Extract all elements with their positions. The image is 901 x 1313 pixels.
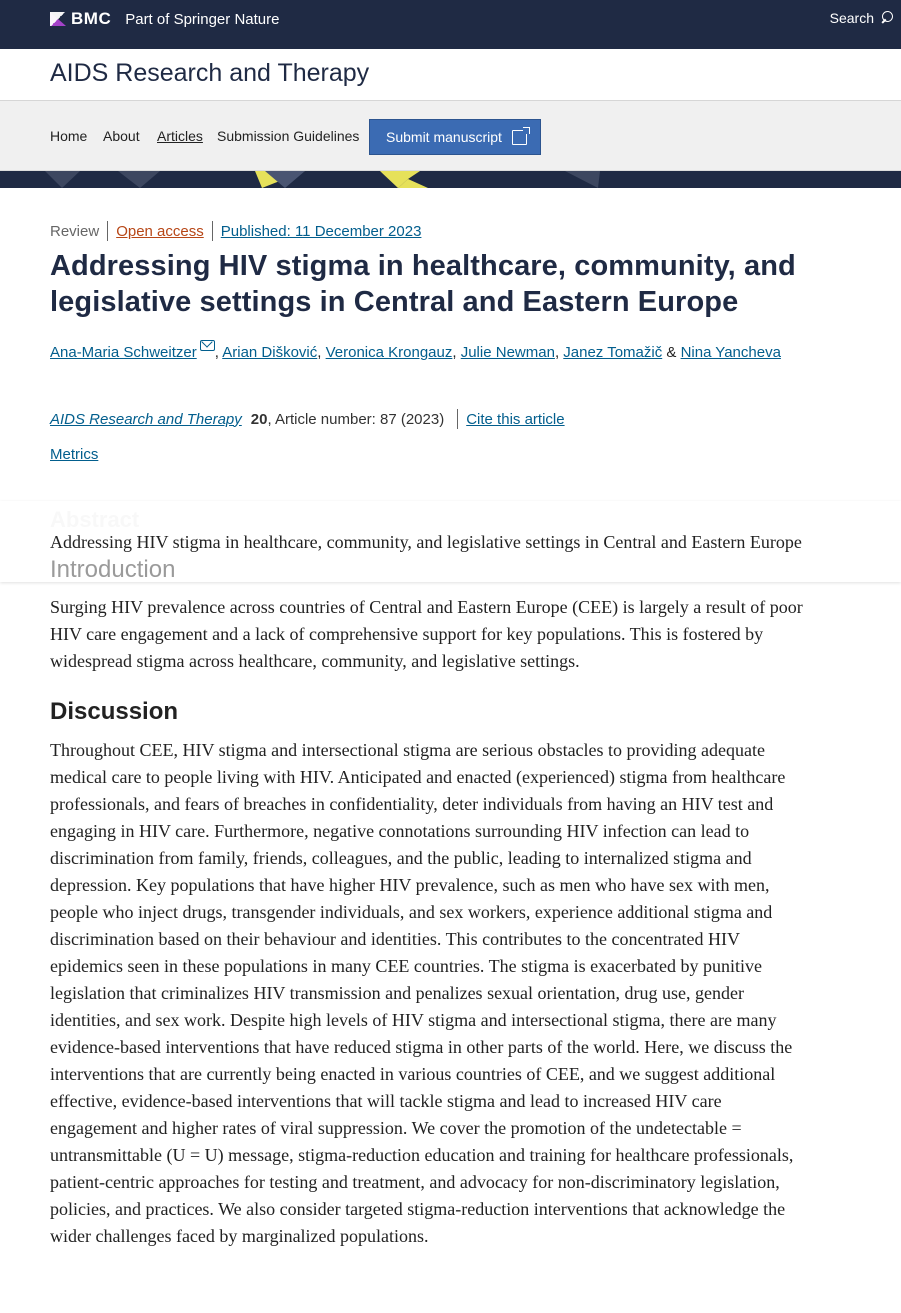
bmc-brand: BMC [71, 9, 112, 28]
author-link[interactable]: Veronica Krongauz [325, 344, 453, 361]
author-link[interactable]: Nina Yancheva [680, 344, 781, 361]
search-button[interactable] [830, 10, 895, 26]
author-link[interactable]: Arian Dišković [222, 344, 318, 361]
sticky-article-title: Addressing HIV stigma in healthcare, community, and legislative settings in Central and Eastern Europe [50, 532, 802, 552]
decorative-banner [0, 171, 901, 188]
article-type: Review [50, 222, 100, 240]
author-separator: , [554, 344, 564, 361]
author-link[interactable]: Julie Newman [460, 344, 555, 361]
author-separator: , [452, 344, 461, 361]
citation-line [50, 408, 565, 430]
discussion-paragraph: Throughout CEE, HIV stigma and intersectional stigma are serious obstacles to providing adequate medical care to people living with HIV. Anticipated and enacted (experienced) stigma from healthcare professionals, and fears of breaches in confidentiality, deter individuals from having an HIV test and engaging in HIV care. Furthermore, negative connotations surrounding HIV infection can lead to discrimination from family, friends, colleagues, and the public, leading to internalized stigma and depression. Key populations that have higher HIV prevalence, such as men who have sex with men, people who inject drugs, transgender individuals, and sex workers, experience additional stigma and discrimination based on their behaviour and identities. This contributes to the concentrated HIV epidemics seen in these populations in many CEE countries. The stigma is exacerbated by punitive legislation that criminalizes HIV transmission and penalizes sexual orientation, drug use, gender identities, and sex work. Despite high levels of HIV stigma and intersectional stigma, there are many evidence-based interventions that have reduced stigma in other parts of the world. Here, we discuss the interventions that are currently being enacted in various countries of CEE, and we suggest additional effective, evidence-based interventions that will tackle stigma and lead to increased HIV care engagement and higher rates of viral suppression. We cover the promotion of the undetectable = untransmittable (U = U) message, stigma-reduction education and training for healthcare professionals, patient-centric approaches for testing and treatment, and advocacy for non-discriminatory legislation, policies, and practices. We also consider targeted stigma-reduction interventions that acknowledge the wider challenges faced by marginalized populations. [50, 740, 794, 1246]
submit-manuscript-button[interactable] [369, 119, 541, 155]
author-link[interactable]: Ana-Maria Schweitzer [50, 344, 197, 361]
article-title: Addressing HIV stigma in healthcare, community, and legislative settings in Central and Eastern Europe [50, 250, 796, 318]
meta-divider [107, 221, 108, 241]
citation-divider [457, 409, 458, 429]
metrics-link[interactable]: Metrics [50, 446, 99, 463]
citation-journal-link[interactable]: AIDS Research and Therapy [50, 410, 242, 428]
bmc-logo[interactable] [50, 11, 279, 27]
search-icon [881, 11, 895, 25]
meta-divider [212, 221, 213, 241]
author-separator: , [317, 344, 326, 361]
journal-nav [0, 101, 901, 171]
article-meta [50, 221, 421, 241]
published-date-link[interactable]: Published: 11 December 2023 [220, 222, 422, 240]
bmc-logo-mark-icon [50, 12, 66, 26]
introduction-paragraph: Surging HIV prevalence across countries of Central and Eastern Europe (CEE) is largely a result of poor HIV care engagement and a lack of comprehensive support for key populations. This is fostered by widespread stigma across healthcare, community, and legislative settings. [50, 597, 803, 671]
citation-details: , Article number: 87 (2023) [267, 410, 445, 428]
submit-manuscript-label: Submit manuscript [386, 129, 502, 145]
journal-header [0, 49, 901, 101]
brand-tagline: Part of Springer Nature [125, 10, 280, 28]
nav-home[interactable]: Home [50, 128, 88, 144]
global-header [0, 0, 901, 49]
nav-about[interactable]: About [103, 128, 140, 144]
search-label: Search [829, 10, 874, 26]
author-link[interactable]: Janez Tomažič [563, 344, 663, 361]
banner-pattern [0, 171, 901, 188]
journal-title[interactable]: AIDS Research and Therapy [50, 59, 370, 87]
nav-submission-guidelines[interactable]: Submission Guidelines [217, 128, 360, 144]
open-access-link[interactable]: Open access [116, 222, 204, 240]
author-separator: , [214, 344, 223, 361]
nav-articles[interactable]: Articles [157, 128, 203, 144]
cite-this-article-link[interactable]: Cite this article [466, 410, 565, 428]
author-list [50, 339, 830, 366]
external-link-icon [512, 130, 527, 145]
introduction-heading: Introduction [50, 556, 176, 583]
citation-volume: 20 [250, 410, 268, 428]
author-separator: & [662, 344, 681, 361]
email-icon[interactable] [200, 340, 215, 351]
discussion-heading: Discussion [50, 698, 179, 725]
